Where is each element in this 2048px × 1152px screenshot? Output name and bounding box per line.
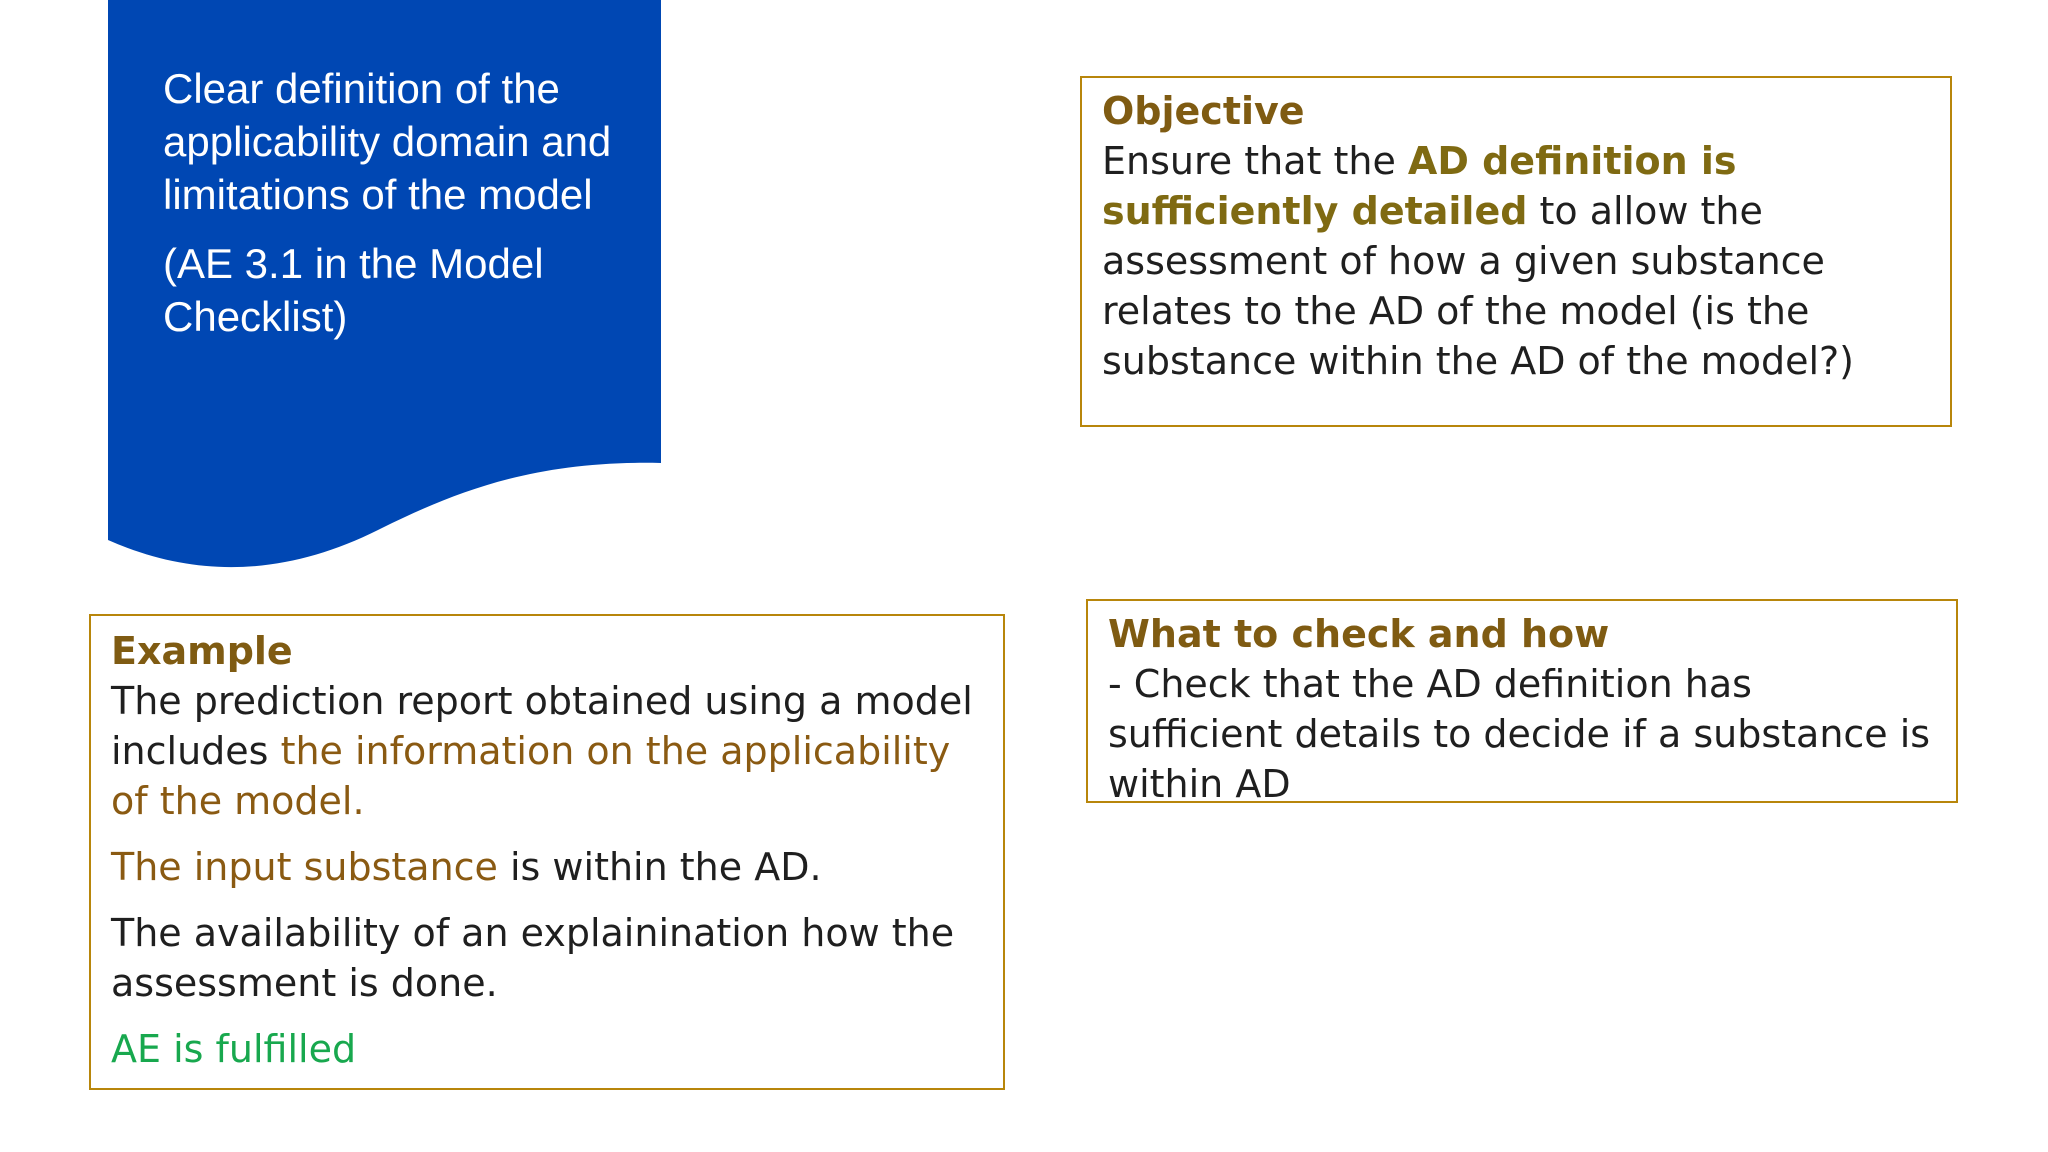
example-p1-highlight: the information on the applicability of the model. bbox=[111, 729, 951, 823]
title-banner bbox=[108, 0, 661, 572]
example-p3: The availability of an explainination how the assessment is done. bbox=[111, 911, 955, 1005]
check-body bbox=[1108, 659, 1936, 809]
example-body bbox=[111, 676, 983, 1074]
objective-box bbox=[1080, 76, 1952, 427]
objective-heading: Objective bbox=[1102, 89, 1305, 133]
check-text: - Check that the AD definition has sufficient details to decide if a substance is within AD bbox=[1108, 662, 1931, 806]
example-p2-after: is within the AD. bbox=[497, 845, 822, 889]
banner-text bbox=[163, 62, 633, 343]
example-p1-before: The prediction report obtained using a model includes bbox=[111, 679, 973, 773]
example-heading: Example bbox=[111, 629, 293, 673]
objective-text-before: Ensure that the bbox=[1102, 139, 1408, 183]
check-box bbox=[1086, 599, 1958, 806]
example-box bbox=[89, 614, 1005, 1090]
example-fulfilled: AE is fulfilled bbox=[111, 1027, 357, 1071]
banner-reference: (AE 3.1 in the Model Checklist) bbox=[163, 240, 544, 340]
check-heading: What to check and how bbox=[1108, 612, 1610, 656]
objective-text-after: to allow the assessment of how a given substance relates to the AD of the model (is the substance within the AD of the model?) bbox=[1102, 189, 1855, 383]
objective-body bbox=[1102, 136, 1930, 386]
objective-highlight: AD definition is sufficiently detailed bbox=[1102, 139, 1737, 233]
banner-title: Clear definition of the applicability domain and limitations of the model bbox=[163, 65, 612, 218]
example-p2-highlight: The input substance bbox=[111, 845, 498, 889]
